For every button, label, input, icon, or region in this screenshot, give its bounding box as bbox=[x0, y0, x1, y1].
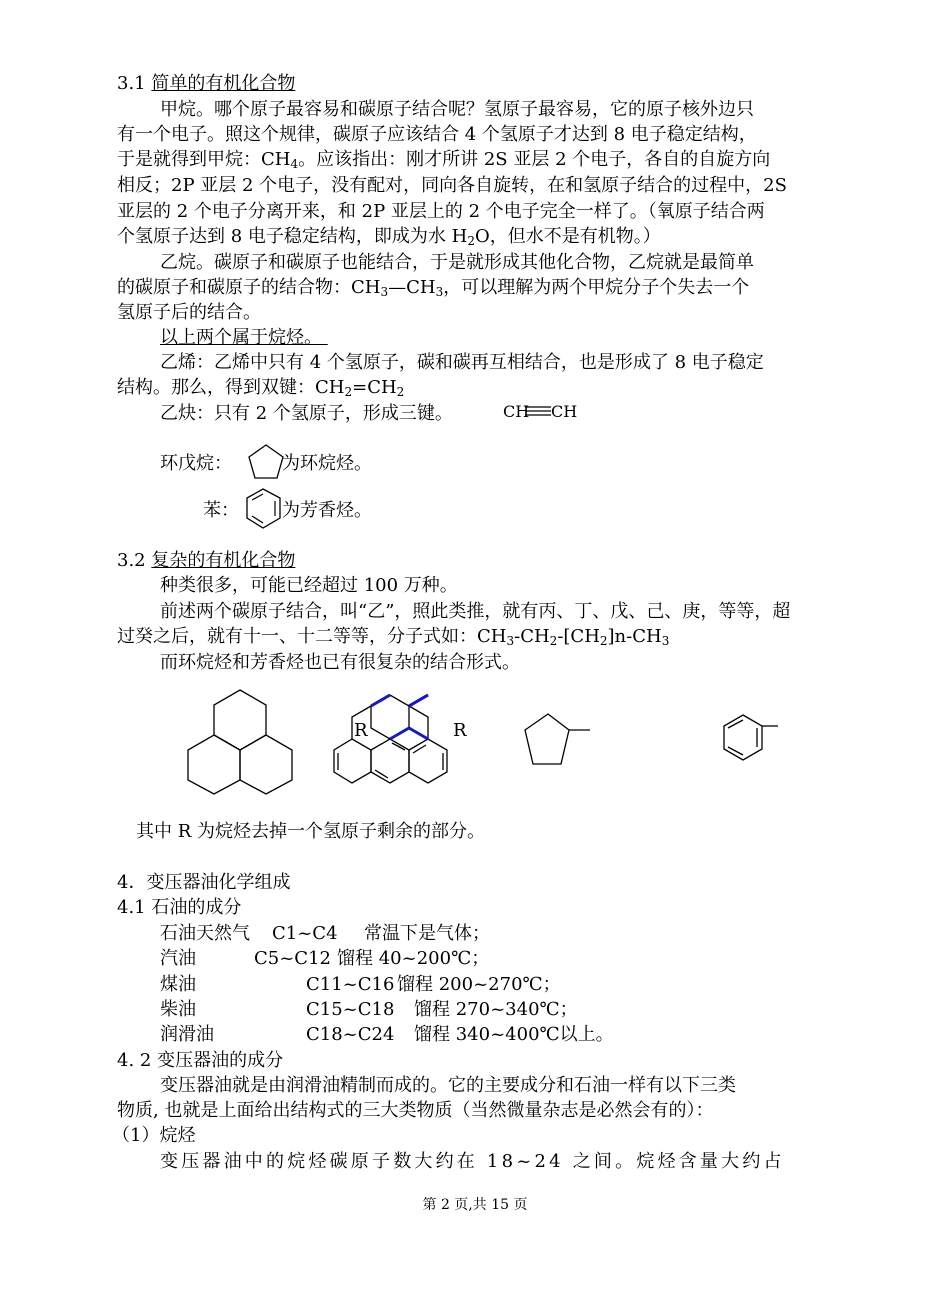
fused-cycloalkane-structure bbox=[180, 688, 300, 796]
complex-line-1: 种类很多，可能已经超过 100 万种。 bbox=[160, 575, 458, 596]
subsection-alkane: （1）烷烃 bbox=[112, 1125, 196, 1146]
page-footer: 第 2 页,共 15 页 bbox=[422, 1197, 528, 1213]
acetylene-formula-left: CH bbox=[503, 402, 530, 421]
methane-line-4: 相反；2P 亚层 2 个电子，没有配对，同向各自旋转，在和氢原子结合的过程中，2S bbox=[117, 175, 787, 196]
triple-bond-icon bbox=[525, 404, 553, 418]
methane-line-2: 有一个电子。照这个规律，碳原子应该结合 4 个氢原子才达到 8 电子稳定结构， bbox=[117, 124, 757, 145]
petroleum-desc: 馏程 270~340℃； bbox=[414, 999, 578, 1020]
section-4-heading: 4．变压器油化学组成 bbox=[117, 872, 291, 893]
petroleum-desc: 馏程 40~200℃； bbox=[337, 948, 490, 969]
acetylene-formula-right: CH bbox=[551, 402, 578, 421]
benzene-suffix: 为芳香烃。 bbox=[282, 500, 372, 521]
complex-line-3: 过癸之后，就有十一、十二等等，分子式如：$CH_3-CH_2-[CH_2]n-CH_3$ bbox=[117, 626, 670, 648]
petroleum-range: C15~C18 bbox=[306, 999, 395, 1020]
r-group-label-left: R bbox=[354, 720, 368, 741]
petroleum-name: 润滑油 bbox=[160, 1024, 214, 1045]
alkane-note: 以上两个属于烷烃。 bbox=[160, 327, 322, 348]
methane-line-6: 个氢原子达到 8 电子稳定结构，即成为水 $H_2O$，但水不是有机物。） bbox=[117, 226, 661, 248]
petroleum-range: C1~C4 bbox=[272, 923, 338, 944]
ethylene-line-2: 结构。那么，得到双键：$CH_2=CH_2$ bbox=[117, 377, 405, 399]
petroleum-range: C11~C16 bbox=[306, 974, 395, 995]
ethane-line-3: 氢原子后的结合。 bbox=[117, 302, 261, 323]
petroleum-desc: 馏程 200~270℃； bbox=[397, 974, 561, 995]
substituted-cyclopentane-structure bbox=[520, 710, 595, 770]
methane-line-1: 甲烷。哪个原子最容易和碳原子结合呢？氢原子最容易，它的原子核外边只 bbox=[160, 99, 754, 120]
oil-line-1: 变压器油就是由润滑油精制而成的。它的主要成分和石油一样有以下三类 bbox=[160, 1075, 736, 1096]
r-group-note: 其中 R 为烷烃去掉一个氢原子剩余的部分。 bbox=[136, 821, 485, 842]
complex-line-2: 前述两个碳原子结合，叫“乙”，照此类推，就有丙、丁、戊、己、庚，等等，超 bbox=[160, 601, 791, 622]
fused-aromatic-structure bbox=[330, 690, 460, 790]
cyclopentane-suffix: 为环烷烃。 bbox=[282, 453, 372, 474]
ethylene-line-1: 乙烯：乙烯中只有 4 个氢原子，碳和碳再互相结合，也是形成了 8 电子稳定 bbox=[160, 352, 764, 373]
cyclopentane-structure bbox=[246, 443, 286, 483]
acetylene-line: 乙炔：只有 2 个氢原子，形成三键。 bbox=[160, 403, 453, 424]
benzene-label: 苯： bbox=[203, 500, 239, 521]
cyclopentane-label: 环戊烷： bbox=[160, 453, 232, 474]
alkane-content-line: 变压器油中的烷烃碳原子数大约在 18~24 之间。烷烃含量大约占 bbox=[160, 1151, 785, 1172]
petroleum-range: C5~C12 bbox=[254, 948, 331, 969]
section-3-1-heading: 3.1 简单的有机化合物 bbox=[117, 73, 296, 94]
methane-line-3: 于是就得到甲烷：$CH_4$。应该指出：刚才所讲 2S 亚层 2 个电子，各自的自旋方向 bbox=[117, 149, 771, 171]
oil-line-2: 物质, 也就是上面给出结构式的三大类物质（当然微量杂志是必然会有的）： bbox=[117, 1100, 714, 1121]
petroleum-name: 石油天然气 bbox=[160, 923, 250, 944]
section-4-1-heading: 4.1 石油的成分 bbox=[117, 897, 242, 918]
benzene-structure bbox=[244, 487, 284, 531]
substituted-benzene-structure bbox=[718, 712, 783, 774]
petroleum-name: 汽油 bbox=[160, 948, 196, 969]
section-3-2-heading: 3.2 复杂的有机化合物 bbox=[117, 550, 296, 571]
ethane-line-1: 乙烷。碳原子和碳原子也能结合，于是就形成其他化合物，乙烷就是最简单 bbox=[160, 252, 754, 273]
methane-line-5: 亚层的 2 个电子分离开来，和 2P 亚层上的 2 个电子完全一样了。（氧原子结合两 bbox=[117, 201, 765, 222]
petroleum-desc: 馏程 340~400℃以上。 bbox=[414, 1024, 614, 1045]
complex-line-4: 而环烷烃和芳香烃也已有很复杂的结合形式。 bbox=[160, 652, 520, 673]
petroleum-name: 柴油 bbox=[160, 999, 196, 1020]
petroleum-name: 煤油 bbox=[160, 974, 196, 995]
petroleum-desc: 常温下是气体； bbox=[364, 923, 490, 944]
petroleum-range: C18~C24 bbox=[306, 1024, 395, 1045]
section-4-2-heading: 4. 2 变压器油的成分 bbox=[117, 1050, 284, 1071]
ethane-line-2: 的碳原子和碳原子的结合物：$CH_3—CH_3$，可以理解为两个甲烷分子个失去一个 bbox=[117, 277, 750, 299]
r-group-label-right: R bbox=[453, 720, 467, 741]
